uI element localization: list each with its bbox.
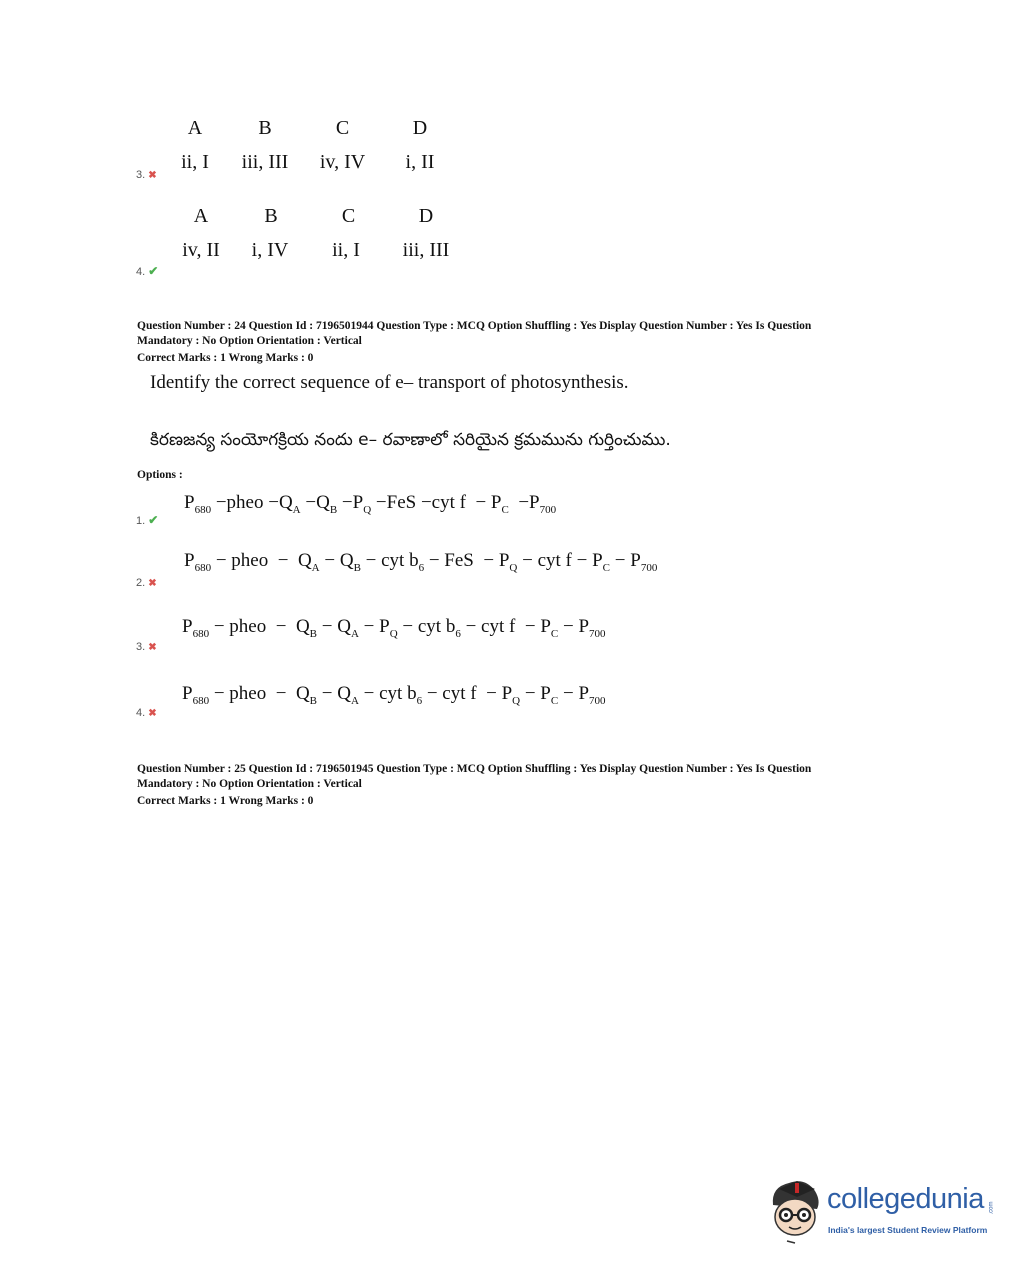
col-header: C [335,117,350,139]
col-value: iii, III [402,239,450,261]
q24-option-2-formula: $P_{680}$ − pheo − $Q_A - Q_B$ − cyt $b_6$ − FeS − $P_Q$ − cyt $f - P_C - P_{700}$ [184,550,658,574]
q25-metadata [137,762,917,809]
correct-check-icon: ✔ [148,264,159,278]
q24-option-4-number [136,707,157,719]
q24-option-3-formula: $P_{680}$ − pheo − $Q_B - Q_A - P_Q$ − cyt $b_6$ − cyt $f - P_C - P_{700}$ [182,616,606,640]
q24-option-1-formula: $P_{680}$ −pheo $-Q_A -Q_B -P_Q -FeS -cyt$ $f - P_C -P_{700}$ [184,492,557,516]
prev-option-3-values [175,151,470,174]
wrong-icon: ✖ [148,578,157,589]
option-number: 2. [136,577,146,589]
q24-meta-line2: Mandatory : No Option Orientation : Vertical [137,335,362,347]
option-number: 1. [136,515,146,527]
q25-meta-line1: Question Number : 25 Question Id : 7196501945 Question Type : MCQ Option Shuffling : Yes Display Question Number : Yes Is Question [137,763,812,775]
col-header: D [418,205,434,227]
option-number: 4. [136,707,146,719]
q24-options-label: Options : [137,469,183,481]
col-value: ii, I [332,239,360,261]
correct-check-icon: ✔ [148,513,159,527]
option-number: 3. [136,641,146,653]
col-header: A [187,117,203,139]
wrong-icon: ✖ [148,708,157,719]
col-value: ii, I [181,151,209,173]
q25-marks: Correct Marks : 1 Wrong Marks : 0 [137,795,314,807]
option-number: 3. [136,169,146,181]
q25-meta-line2: Mandatory : No Option Orientation : Vertical [137,778,362,790]
col-header: B [258,117,272,139]
prev-option-4-number [136,264,158,278]
col-header: A [193,205,209,227]
col-value: iii, III [241,151,289,173]
q24-question-telugu: కిరణజన్య సంయోగక్రియ నందు e– రవాణాలో సరియైన క్రమమును గుర్తించుము. [150,430,671,450]
q24-option-3-number [136,641,157,653]
col-value: i, IV [251,239,289,261]
col-header: C [341,205,356,227]
q24-question-english: Identify the correct sequence of e– transport of photosynthesis. [150,372,629,393]
prev-option-4-values [178,239,476,262]
logo-tagline: India's largest Student Review Platform [828,1225,988,1235]
q24-option-4-formula: $P_{680}$ − pheo − $Q_B - Q_A$ − cyt $b_6$ − cyt $f - P_Q - P_C - P_{700}$ [182,683,606,707]
prev-option-4-headers [181,205,476,228]
col-value: iv, II [182,239,220,261]
mascot-icon [765,1175,827,1245]
prev-option-3-headers [175,117,470,140]
q24-marks: Correct Marks : 1 Wrong Marks : 0 [137,352,314,364]
logo-wordmark: collegedunia [827,1183,984,1215]
wrong-icon: ✖ [148,170,157,181]
prev-option-3-number [136,169,157,181]
col-header: D [412,117,428,139]
col-value: iv, IV [319,151,366,173]
logo-domain-suffix: .com [988,1201,995,1215]
q24-option-2-number [136,577,157,589]
col-header: B [264,205,278,227]
wrong-icon: ✖ [148,642,157,653]
q24-metadata [137,319,917,366]
col-value: i, II [405,151,435,173]
q24-meta-line1: Question Number : 24 Question Id : 7196501944 Question Type : MCQ Option Shuffling : Yes Display Question Number : Yes Is Question [137,320,812,332]
collegedunia-logo [765,1175,995,1250]
option-number: 4. [136,266,146,278]
q24-option-1-number [136,513,158,527]
